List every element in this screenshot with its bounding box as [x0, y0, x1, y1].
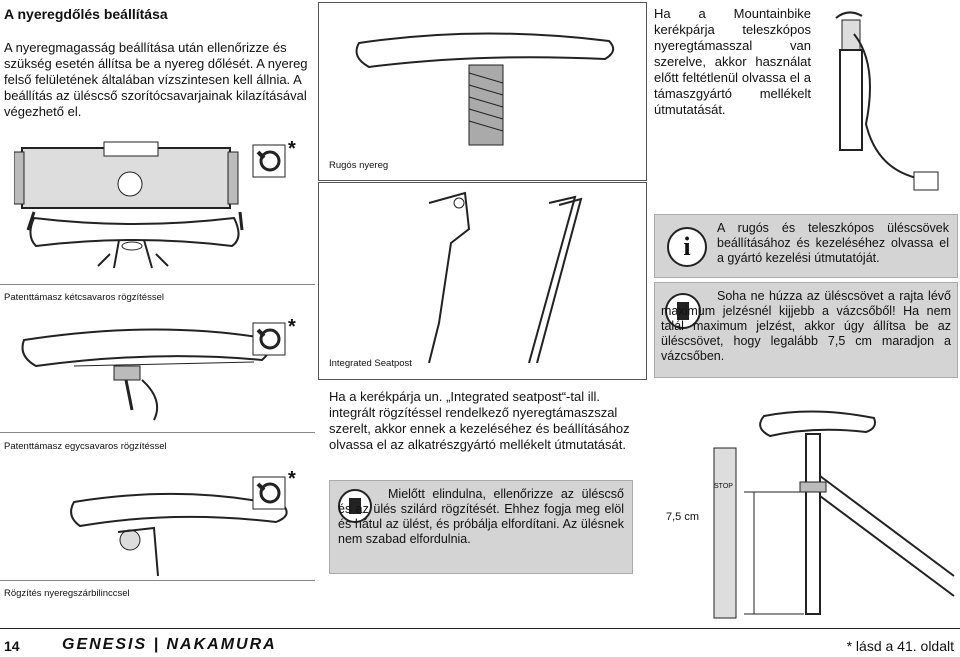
mtb-paragraph: Ha a Mountainbike kerékpárja teleszkópos nyeregtámasszal van szerelve, akkor használat előtt feltétlenül olvassa el a támaszgyártó mellékelt útmutatását.: [654, 6, 811, 117]
insertion-warning-box: [654, 282, 958, 378]
footer-rule: [0, 628, 960, 629]
caption-integrated: Integrated Seatpost: [329, 358, 412, 369]
divider: [0, 580, 315, 581]
integrated-paragraph: Ha a kerékpárja un. „Integrated seatpost“-tal ill. integrált rögzítéssel rendelkező nyeregtámaszszal szerelt, akkor ennek a kezeléséhez és beállításához olvassa el az alkatrészgyártó mellékelt útmutatását.: [329, 389, 630, 452]
caption-single-bolt: Patenttámasz egycsavaros rögzítéssel: [4, 441, 167, 452]
footnote-mark: *: [288, 316, 296, 338]
divider: [0, 432, 315, 433]
insertion-warning-text: Soha ne húzza az üléscsövet a rajta lévő maximum jelzésnél kijjebb a vázcsőből! Ha nem talál maximum jelzést, akkor úgy állítsa be az üléscsövet, hogy legalább 7,5 cm maradjon a vázcsőben.: [661, 289, 951, 363]
caption-clamp: Rögzítés nyeregszárbilinccsel: [4, 588, 130, 599]
ride-warning-text: Mielőtt elindulna, ellenőrizze az üléscső és az ülés szilárd rögzítését. Ehhez fogja meg elöl és hátul az ülést, és próbálja elfordítani. Az ülésnek nem szabad elfordulnia.: [338, 487, 624, 546]
footnote-mark: *: [288, 468, 296, 490]
caption-sprung: Rugós nyereg: [329, 160, 389, 171]
suspension-info-box: [654, 214, 958, 278]
suspension-info-text: A rugós és teleszkópos üléscsövek beállításához és kezeléséhez olvassa el a gyártó kezelési útmutatóját.: [717, 221, 949, 265]
sprung-saddle-figure: [318, 2, 647, 181]
ride-warning-box: [329, 480, 633, 574]
footnote-mark: *: [288, 138, 296, 160]
wrench-icon: [252, 476, 286, 510]
page-number: 14: [4, 638, 20, 654]
info-icon: i: [667, 227, 707, 267]
wrench-icon: [252, 322, 286, 356]
brand-logo: GENESIS | NAKAMURA: [62, 636, 277, 653]
telescopic-post-illustration: [818, 4, 958, 196]
divider: [0, 284, 315, 285]
insertion-depth-label: 7,5 cm: [666, 511, 700, 523]
caption-double-bolt: Patenttámasz kétcsavaros rögzítéssel: [4, 292, 164, 303]
stop-mark: STOP: [714, 483, 733, 490]
see-page-note: * lásd a 41. oldalt: [846, 638, 954, 654]
page-title: A nyeregdőlés beállítása: [4, 6, 168, 22]
integrated-seatpost-figure: [318, 182, 647, 380]
wrench-icon: [252, 144, 286, 178]
intro-paragraph: A nyeregmagasság beállítása után ellenőrizze és szükség esetén állítsa be a nyereg dőlését. A nyereg felső felületének általában vízszintesen kell állnia. A beállítás az üléscső szorítócsavarjainak kilazításával végezhető el.: [4, 40, 308, 119]
